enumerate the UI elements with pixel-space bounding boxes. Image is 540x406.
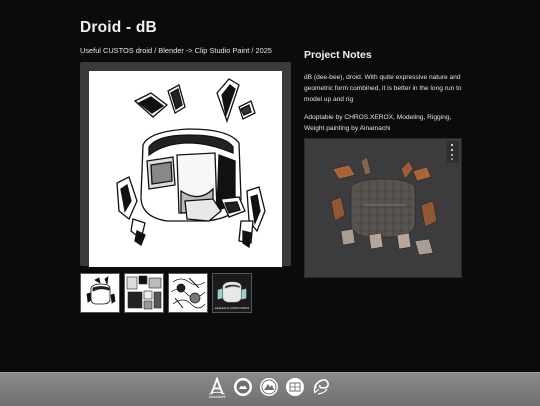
blender-viewport-illustration — [305, 139, 461, 277]
footer-bar — [0, 372, 540, 406]
main-image-frame — [80, 62, 291, 266]
thumbnail-3[interactable] — [168, 273, 208, 313]
notes-paragraph-2: Adoptable by CHROS.XEROX, Modeling, Rigging, Weight painting by Ainamachi — [304, 114, 452, 132]
blender-render-image[interactable] — [304, 138, 462, 278]
droid-illustration — [89, 71, 282, 267]
ainamachi-a-logo-icon[interactable] — [207, 377, 227, 399]
project-subtitle: Useful CUSTOS droid / Blender -> Clip Studio Paint / 2025 — [80, 46, 272, 55]
thumbnail-4[interactable] — [212, 273, 252, 313]
notes-paragraph-1: dB (dee-bee), droid. With quite expressive nature and geometric form combined, it is better in the long run to model up and rig — [304, 74, 462, 103]
round-emblem-3-icon[interactable] — [285, 377, 305, 399]
round-emblem-1-icon[interactable] — [233, 377, 253, 399]
swirl-emblem-icon[interactable] — [311, 377, 331, 399]
main-image[interactable] — [89, 71, 282, 267]
page-title: Droid - dB — [80, 19, 157, 36]
thumbnail-1[interactable] — [80, 273, 120, 313]
notes-heading: Project Notes — [304, 49, 372, 61]
thumbnail-2[interactable] — [124, 273, 164, 313]
round-emblem-2-icon[interactable] — [259, 377, 279, 399]
thumbnail-strip — [80, 273, 252, 313]
footer-logos — [207, 377, 331, 399]
logo-caption: Ainamachi — [208, 395, 226, 399]
svg-text:adoptable by CHROS.XEROX: adoptable by CHROS.XEROX — [214, 307, 250, 310]
